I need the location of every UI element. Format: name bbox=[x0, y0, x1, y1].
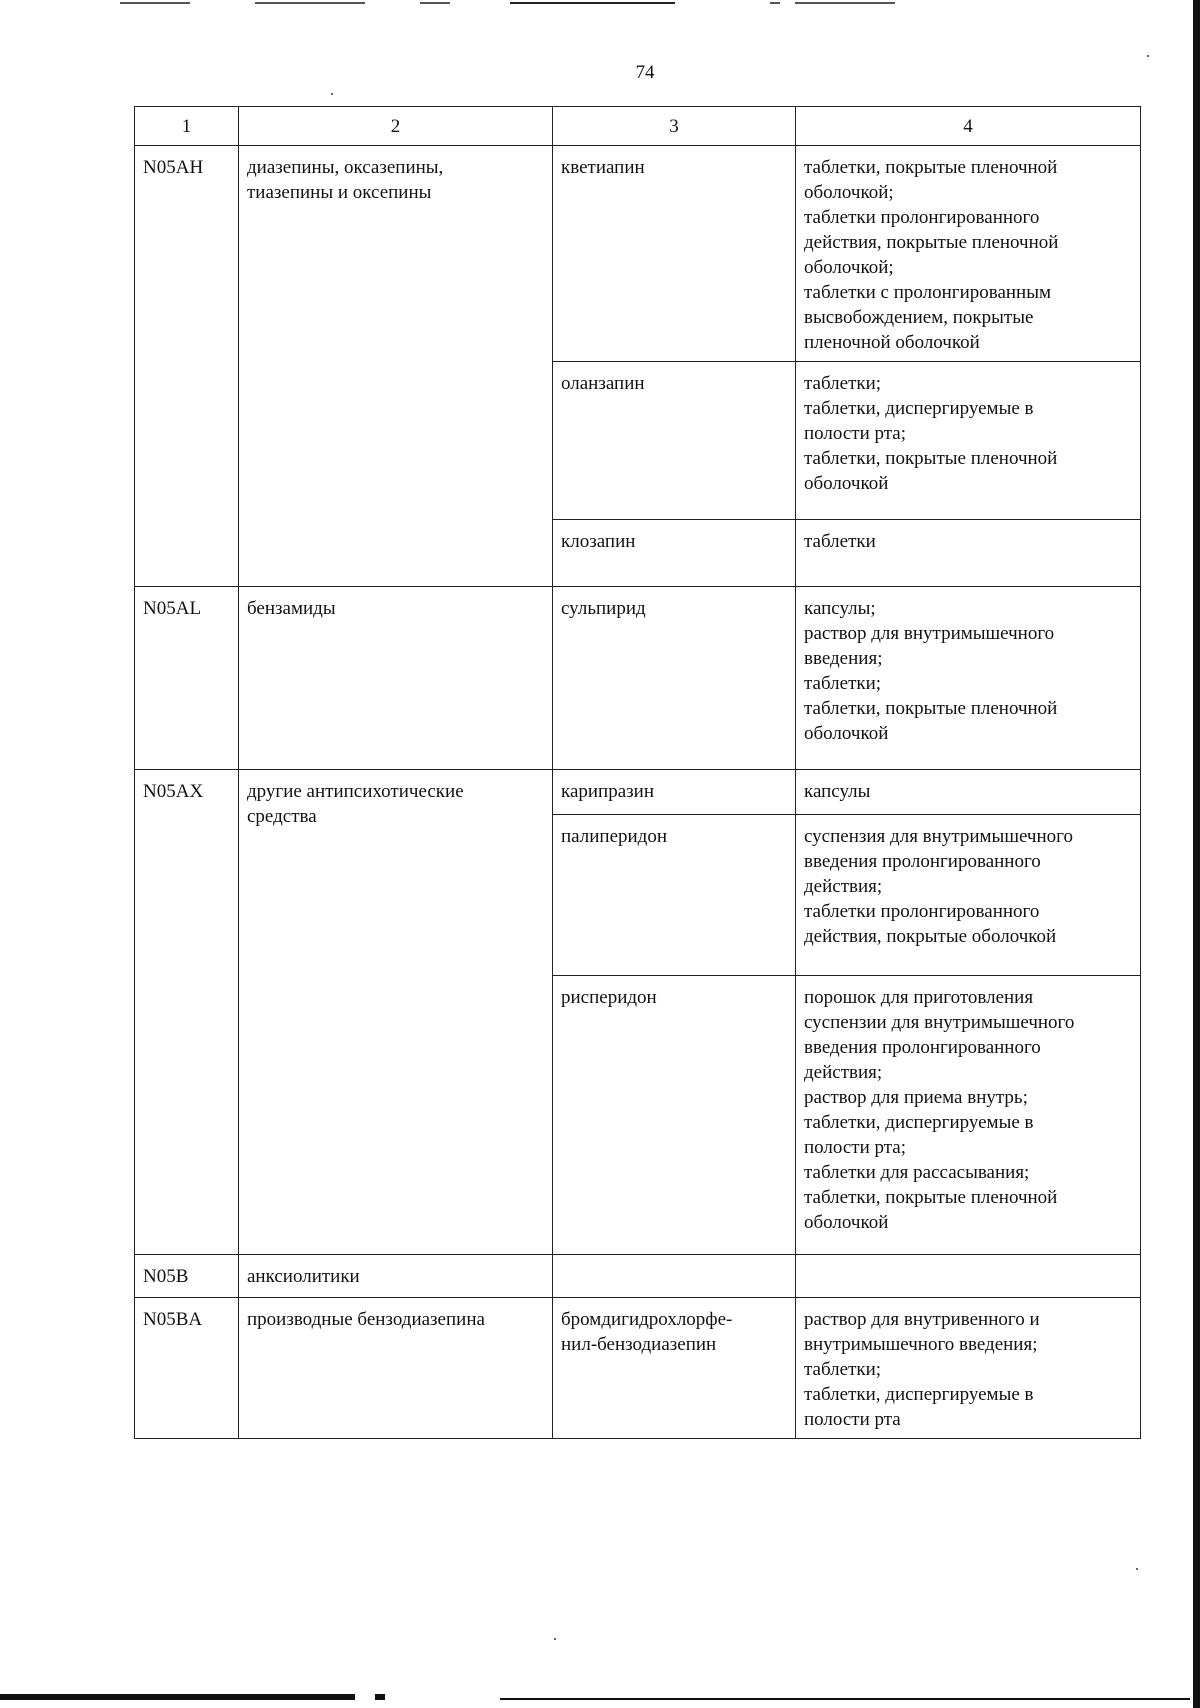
atc-code-cell: N05AH bbox=[135, 146, 239, 587]
dosage-forms-cell: капсулы bbox=[796, 770, 1141, 815]
table-row bbox=[135, 146, 1141, 362]
atc-code-cell: N05AL bbox=[135, 587, 239, 770]
page-number: 74 bbox=[635, 62, 655, 83]
group-name-cell: диазепины, оксазепины, тиазепины и оксепины bbox=[239, 146, 553, 587]
scan-speck bbox=[554, 1638, 556, 1640]
drug-name-cell: оланзапин bbox=[553, 362, 796, 520]
drug-name-cell: сульпирид bbox=[553, 587, 796, 770]
group-name-cell: анксиолитики bbox=[239, 1255, 553, 1298]
scan-speck bbox=[1136, 1568, 1138, 1570]
group-name-cell: бензамиды bbox=[239, 587, 553, 770]
dosage-forms-cell: суспензия для внутримышечного введения пролонгированного действия; таблетки пролонгированного действия, покрытые оболочкой bbox=[796, 815, 1141, 976]
dosage-forms-cell: порошок для приготовления суспензии для внутримышечного введения пролонгированного действия; раствор для приема внутрь; таблетки, диспергируемые в полости рта; таблетки для рассасывания; таблетки, покрытые пленочной оболочкой bbox=[796, 976, 1141, 1255]
atc-code-cell: N05AX bbox=[135, 770, 239, 1255]
scan-speck bbox=[331, 93, 333, 95]
dosage-forms-cell: раствор для внутривенного и внутримышечного введения; таблетки; таблетки, диспергируемые в полости рта bbox=[796, 1298, 1141, 1439]
column-header-2: 2 bbox=[239, 107, 553, 146]
scan-bottom-edge bbox=[0, 1694, 355, 1700]
drug-name-cell: бромдигидрохлорфе- нил-бензодиазепин bbox=[553, 1298, 796, 1439]
drug-name-cell: палиперидон bbox=[553, 815, 796, 976]
scan-top-edge bbox=[0, 0, 1200, 12]
dosage-forms-cell: таблетки; таблетки, диспергируемые в полости рта; таблетки, покрытые пленочной оболочкой bbox=[796, 362, 1141, 520]
drug-name-cell: кветиапин bbox=[553, 146, 796, 362]
group-name-cell: другие антипсихотические средства bbox=[239, 770, 553, 1255]
atc-code-cell: N05BA bbox=[135, 1298, 239, 1439]
scan-bottom-mark bbox=[375, 1694, 385, 1700]
dosage-forms-cell: таблетки, покрытые пленочной оболочкой; таблетки пролонгированного действия, покрытые пленочной оболочкой; таблетки с пролонгированным высвобождением, покрытые пленочной оболочкой bbox=[796, 146, 1141, 362]
medication-table bbox=[134, 106, 1141, 1439]
column-header-3: 3 bbox=[553, 107, 796, 146]
column-header-1: 1 bbox=[135, 107, 239, 146]
drug-name-cell: карипразин bbox=[553, 770, 796, 815]
table-row bbox=[135, 1298, 1141, 1439]
drug-name-cell: рисперидон bbox=[553, 976, 796, 1255]
scan-speck bbox=[1147, 55, 1149, 57]
table-header-row bbox=[135, 107, 1141, 146]
table-row bbox=[135, 770, 1141, 815]
column-header-4: 4 bbox=[796, 107, 1141, 146]
dosage-forms-cell: таблетки bbox=[796, 520, 1141, 587]
drug-name-cell: клозапин bbox=[553, 520, 796, 587]
dosage-forms-cell: капсулы; раствор для внутримышечного введения; таблетки; таблетки, покрытые пленочной оболочкой bbox=[796, 587, 1141, 770]
dosage-forms-cell bbox=[796, 1255, 1141, 1298]
scan-bottom-line bbox=[500, 1698, 1190, 1700]
atc-code-cell: N05B bbox=[135, 1255, 239, 1298]
table-row bbox=[135, 1255, 1141, 1298]
drug-name-cell bbox=[553, 1255, 796, 1298]
group-name-cell: производные бензодиазепина bbox=[239, 1298, 553, 1439]
table-row bbox=[135, 587, 1141, 770]
scan-right-edge bbox=[1193, 0, 1200, 1708]
